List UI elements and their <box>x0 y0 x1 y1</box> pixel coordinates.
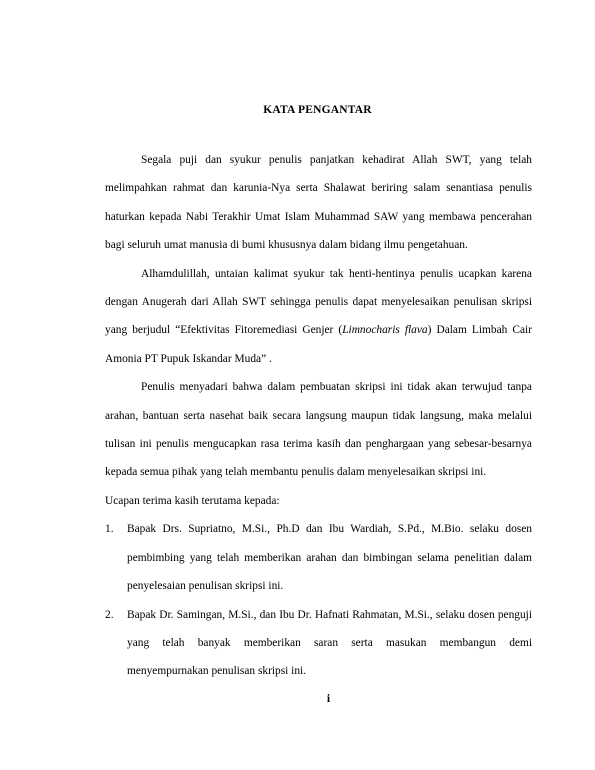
species-name: Limnocharis flava <box>342 324 428 337</box>
page-title: KATA PENGANTAR <box>263 104 372 116</box>
paragraph-opening: Segala puji dan syukur penulis panjatkan kehadirat Allah SWT, yang telah melimpahkan rahmat dan karunia-Nya serta Shalawat beriring salam senantiasa penulis haturkan kepada Nabi Terakhir Umat Islam Muhammad SAW yang membawa pencerahan bagi seluruh umat manusia di bumi khususnya dalam bidang ilmu pengetahuan. <box>105 154 532 252</box>
paragraph-gratitude-text-end: ) Dalam Limbah Cair Amonia PT Pupuk Iskandar Muda” . <box>105 324 532 365</box>
list-item-text: Bapak Drs. Supriatno, M.Si., Ph.D dan Ibu Wardiah, S.Pd., M.Bio. selaku dosen pembimbing yang telah memberikan arahan dan bimbingan selama penelitian dalam penyelesaian penulisan skripsi ini. <box>127 523 532 593</box>
list-item <box>105 515 532 600</box>
paragraph-gratitude <box>105 260 532 374</box>
list-item-number: 1. <box>105 523 114 536</box>
paragraph-acknowledgement: Penulis menyadari bahwa dalam pembuatan skripsi ini tidak akan terwujud tanpa arahan, bantuan serta nasehat baik secara langsung maupun tidak langsung, maka melalui tulisan ini penulis mengucapkan rasa terima kasih dan penghargaan yang sebesar-besarnya kepada semua pihak yang telah membantu penulis dalam menyelesaikan skripsi ini. <box>105 381 532 479</box>
list-item <box>105 601 532 686</box>
list-item-number: 2. <box>105 608 114 621</box>
paragraph-gratitude-text-start: Alhamdulillah, untaian kalimat syukur tak henti-hentinya penulis ucapkan karena dengan Anugerah dari Allah SWT sehingga penulis dapat menyelesaikan penulisan skripsi yang berjudul “Efektivitas Fitoremediasi Genjer ( <box>105 267 532 337</box>
list-item-text: Bapak Dr. Samingan, M.Si., dan Ibu Dr. Hafnati Rahmatan, M.Si., selaku dosen penguji yang telah banyak memberikan saran serta masukan membangun demi menyempurnakan penulisan skripsi ini. <box>127 608 532 678</box>
document-body <box>105 146 532 686</box>
thanks-list <box>105 515 532 685</box>
thanks-intro: Ucapan terima kasih terutama kepada: <box>105 494 280 507</box>
page-number: i <box>326 693 331 705</box>
